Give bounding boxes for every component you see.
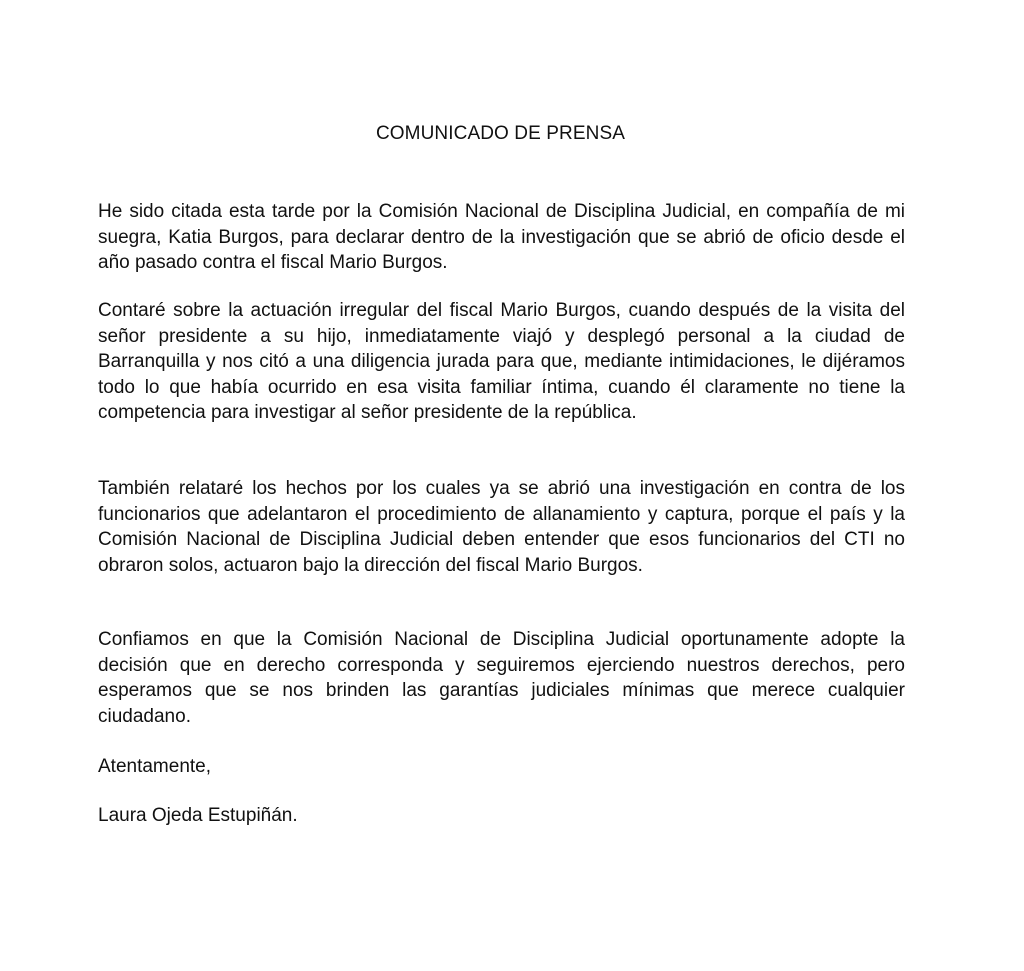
paragraph-confidence: Confiamos en que la Comisión Nacional de Disciplina Judicial oportunamente adopte la decisión que en derecho corresponda y seguiremos ejerciendo nuestros derechos, pero esperamos que se nos brinden las garantías judiciales mínimas que merece cualquier ciudadano. [98, 629, 905, 727]
closing-salutation: Atentamente, [98, 756, 212, 777]
paragraph-irregular-actions: Contaré sobre la actuación irregular del fiscal Mario Burgos, cuando después de la visita del señor presidente a su hijo, inmediatamente viajó y desplegó personal a la ciudad de Barranquilla y nos citó a una diligencia jurada para que, mediante intimidaciones, le dijéramos todo lo que había ocurrido en esa visita familiar íntima, cuando él claramente no tiene la competencia para investigar al señor presidente de la república. [98, 300, 905, 423]
paragraph-citation: He sido citada esta tarde por la Comisión Nacional de Disciplina Judicial, en compañía de mi suegra, Katia Burgos, para declarar dentro de la investigación que se abrió de oficio desde el año pasado contra el fiscal Mario Burgos. [98, 201, 905, 273]
signature-name: Laura Ojeda Estupiñán. [98, 805, 298, 826]
paragraph-investigation: También relataré los hechos por los cuales ya se abrió una investigación en contra de los funcionarios que adelantaron el procedimiento de allanamiento y captura, porque el país y la Comisión Nacional de Disciplina Judicial deben entender que esos funcionarios del CTI no obraron solos, actuaron bajo la dirección del fiscal Mario Burgos. [98, 478, 905, 576]
document-title: COMUNICADO DE PRENSA [375, 123, 626, 144]
